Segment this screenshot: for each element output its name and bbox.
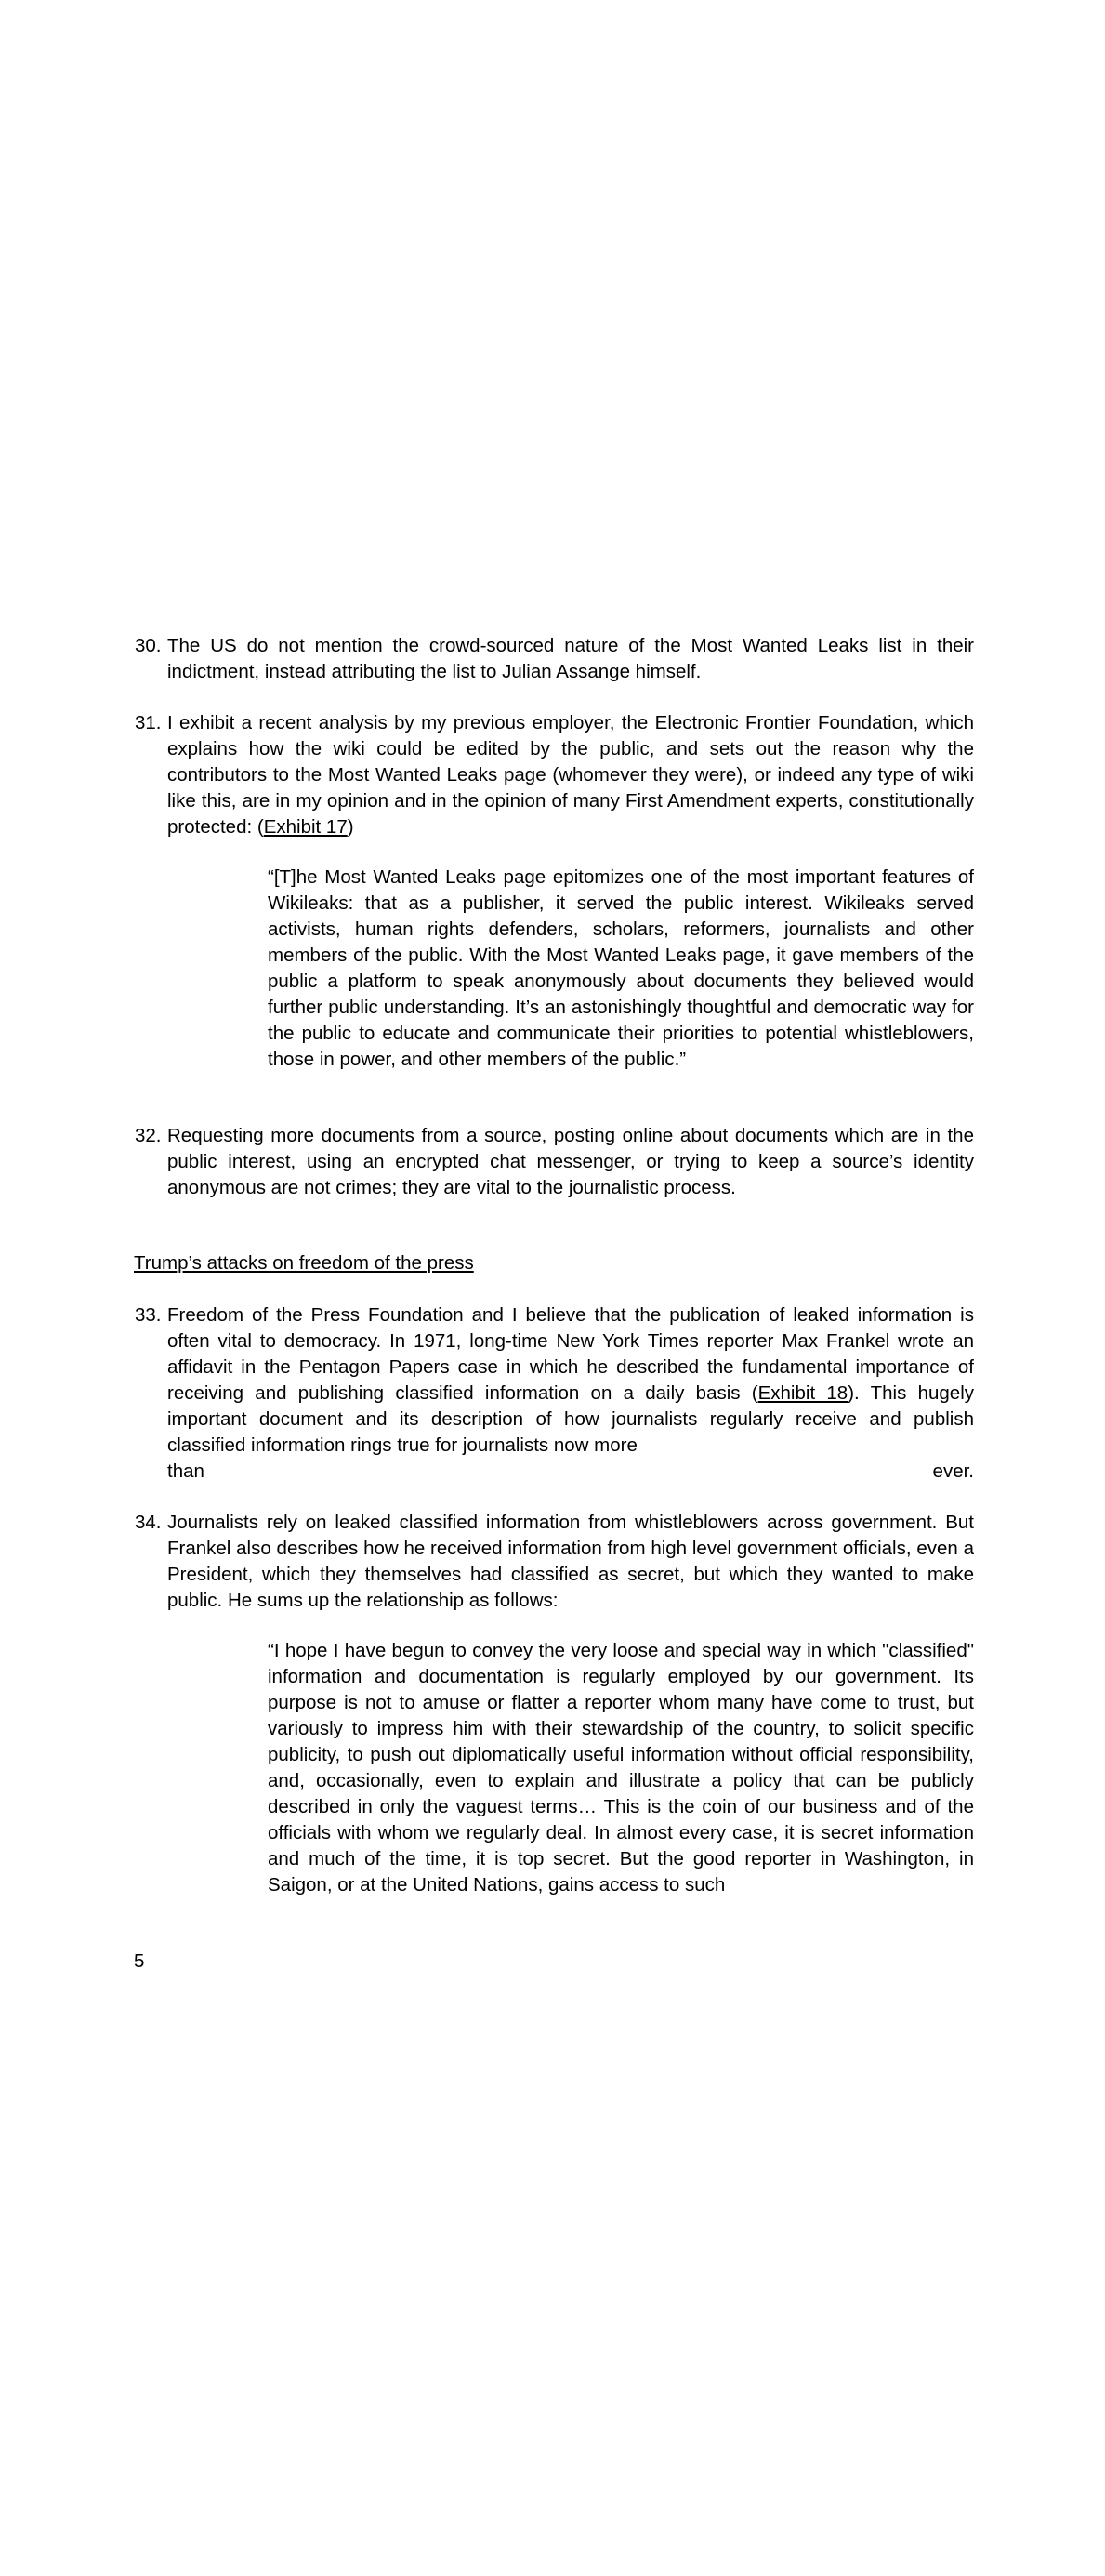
last-line-right: ever. [932, 1460, 974, 1482]
paragraph-number: 34. [135, 1512, 162, 1533]
block-quote-eff [268, 865, 974, 1073]
paragraph-text: I exhibit a recent analysis by my previous employer, the Electronic Frontier Foundation, which explains how the wiki could be edited by the public, and sets out the reason why the contributors to the Most Wanted Leaks page (whomever they were), or indeed any type of wiki like this, are in my opinion and in the opinion of many First Amendment experts, constitutionally protected: ( [167, 712, 974, 838]
section-heading: Trump’s attacks on freedom of the press [134, 1252, 474, 1274]
exhibit-17-link[interactable]: Exhibit 17 [263, 816, 348, 838]
paragraph-32 [135, 1123, 974, 1201]
exhibit-18-link[interactable]: Exhibit 18 [757, 1382, 848, 1404]
paragraph-text-end: ) [347, 816, 354, 838]
last-line-left: than [167, 1460, 204, 1482]
page-number: 5 [134, 1950, 145, 1972]
paragraph-text: The US do not mention the crowd-sourced nature of the Most Wanted Leaks list in their indictment, instead attributing the list to Julian Assange himself. [167, 635, 974, 682]
paragraph-last-line [167, 1459, 974, 1485]
paragraph-number: 30. [135, 635, 162, 656]
block-quote-frankel [268, 1638, 974, 1898]
paragraph-text: Freedom of the Press Foundation and I believe that the publication of leaked information is often vital to democracy. In 1971, long-time New York Times reporter Max Frankel wrote an affidavit in the Pentagon Papers case in which he described the fundamental importance of receiving and publishing classified information on a daily basis ( [167, 1304, 974, 1404]
quote-text: “[T]he Most Wanted Leaks page epitomizes one of the most important features of Wikileaks: that as a publisher, it served the public interest. Wikileaks served activists, human rights defenders, scholars, reformers, journalists and other members of the public. With the Most Wanted Leaks page, it gave members of the public a platform to speak anonymously about documents they believed would further public understanding. It’s an astonishingly thoughtful and democratic way for the public to educate and communicate their priorities to potential whistleblowers, those in power, and other members of the public.” [268, 866, 974, 1070]
paragraph-number: 32. [135, 1125, 162, 1146]
paragraph-text: Requesting more documents from a source, posting online about documents which are in the public interest, using an encrypted chat messenger, or trying to keep a source’s identity anonymous are not crimes; they are vital to the journalistic process. [167, 1125, 974, 1198]
paragraph-30 [135, 633, 974, 685]
paragraph-31 [135, 710, 974, 840]
paragraph-text: Journalists rely on leaked classified information from whistleblowers across government. But Frankel also describes how he received information from high level government officials, even a President, which they themselves had classified as secret, but which they wanted to make public. He sums up the relationship as follows: [167, 1512, 974, 1611]
paragraph-number: 31. [135, 712, 162, 733]
paragraph-34 [135, 1510, 974, 1614]
paragraph-33 [135, 1302, 974, 1485]
quote-text: “I hope I have begun to convey the very loose and special way in which "classified" information and documentation is regularly employed by our government. Its purpose is not to amuse or flatter a reporter whom many have come to trust, but variously to impress him with their stewardship of the country, to solicit specific publicity, to push out diplomatically useful information without official responsibility, and, occasionally, even to explain and illustrate a policy that can be publicly described in only the vaguest terms… This is the coin of our business and of the officials with whom we regularly deal. In almost every case, it is secret information and much of the time, it is top secret. But the good reporter in Washington, in Saigon, or at the United Nations, gains access to such [268, 1640, 974, 1896]
paragraph-number: 33. [135, 1304, 162, 1326]
paragraph-text-cont: ). This hugely important document and its description of how journalists regularly receive and publish classified information rings true for journalists now more [167, 1382, 974, 1456]
